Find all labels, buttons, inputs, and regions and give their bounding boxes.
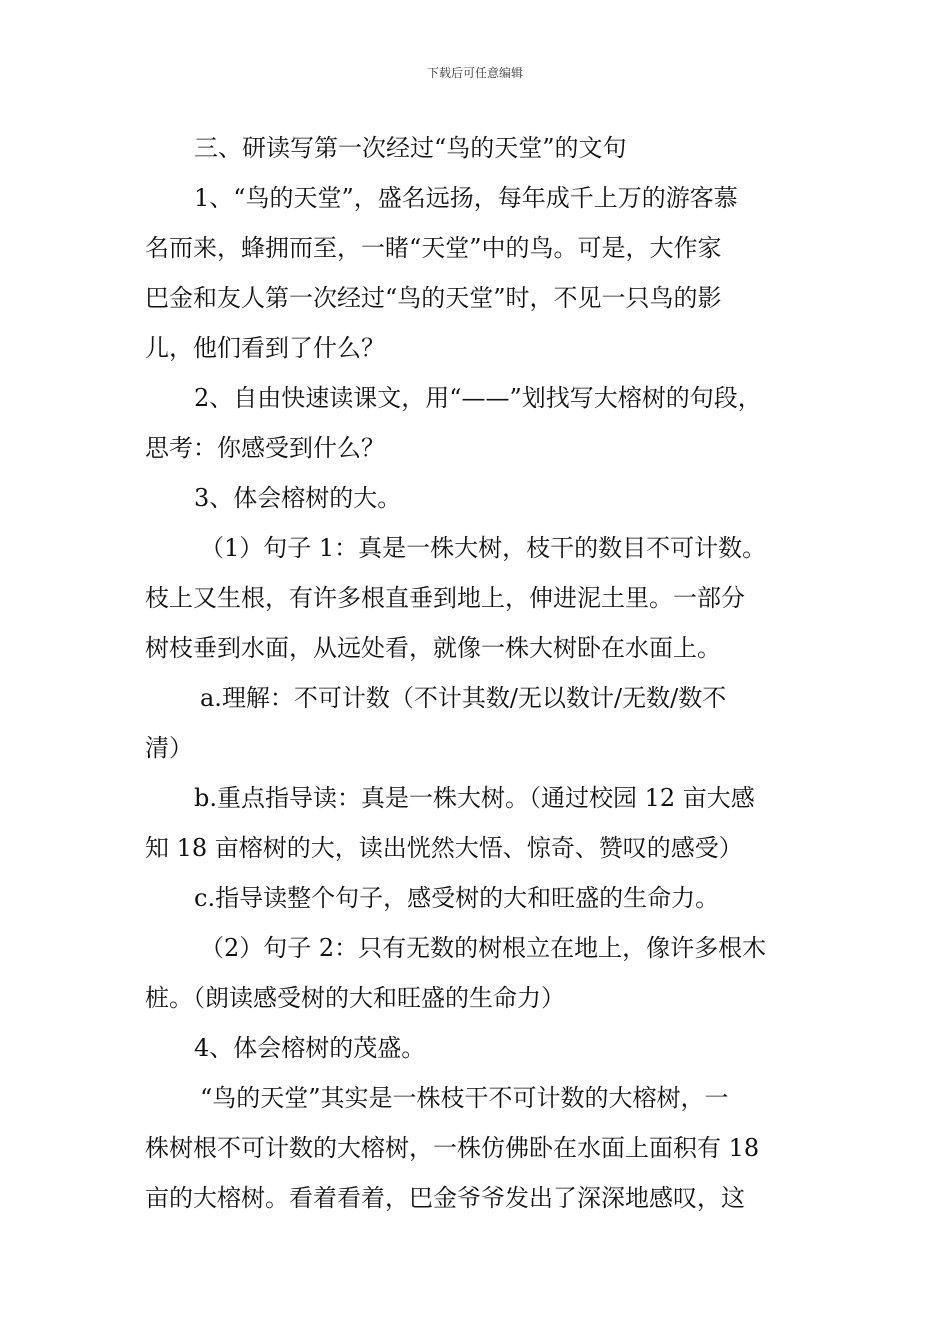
section-heading: 三、研读写第一次经过“鸟的天堂”的文句 <box>194 134 627 162</box>
text-line: 亩的大榕树。看着看着，巴金爷爷发出了深深地感叹，这 <box>145 1184 745 1212</box>
text-line: 桩。（朗读感受树的大和旺盛的生命力） <box>145 984 565 1012</box>
text-line: （2）句子 2：只有无数的树根立在地上，像许多根木 <box>200 934 767 962</box>
text-line: b.重点指导读：真是一株大树。（通过校园 12 亩大感 <box>194 784 755 812</box>
text-line: 1、“鸟的天堂”，盛名远扬，每年成千上万的游客慕 <box>194 184 738 212</box>
text-line: “鸟的天堂”其实是一株枝干不可计数的大榕树，一 <box>200 1084 729 1112</box>
text-line: 枝上又生根，有许多根直垂到地上，伸进泥土里。一部分 <box>145 584 745 612</box>
text-line: a.理解：不可计数（不计其数/无以数计/无数/数不 <box>200 684 727 712</box>
text-line: 清） <box>145 734 193 762</box>
text-line: 树枝垂到水面，从远处看，就像一株大树卧在水面上。 <box>145 634 721 662</box>
text-line: c.指导读整个句子，感受树的大和旺盛的生命力。 <box>194 884 720 912</box>
text-line: 株树根不可计数的大榕树，一株仿佛卧在水面上面积有 18 <box>145 1134 760 1162</box>
text-line: 巴金和友人第一次经过“鸟的天堂”时，不见一只鸟的影 <box>145 284 722 312</box>
text-line: 2、自由快速读课文，用“——”划找写大榕树的句段， <box>194 384 762 412</box>
text-line: 4、体会榕树的茂盛。 <box>194 1034 426 1062</box>
text-line: 名而来，蜂拥而至，一睹“天堂”中的鸟。可是，大作家 <box>145 234 722 262</box>
text-line: 知 18 亩榕树的大，读出恍然大悟、惊奇、赞叹的感受） <box>145 834 743 862</box>
text-line: 儿，他们看到了什么？ <box>145 334 385 362</box>
text-line: 思考：你感受到什么？ <box>145 434 385 462</box>
page-header: 下载后可任意编辑 <box>426 66 523 80</box>
text-line: 3、体会榕树的大。 <box>194 484 402 512</box>
text-line: （1）句子 1：真是一株大树，枝干的数目不可计数。 <box>200 534 767 562</box>
